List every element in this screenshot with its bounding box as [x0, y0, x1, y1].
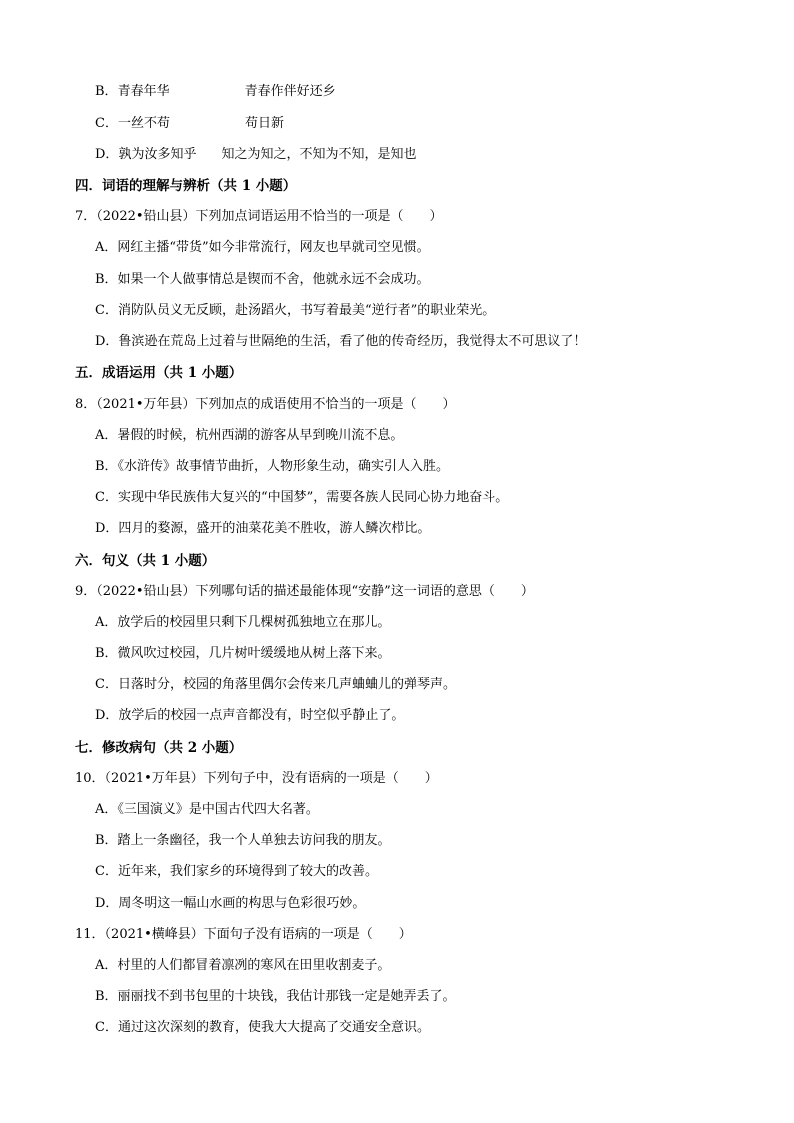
question-option: A．《三国演义》是中国古代四大名著。 [95, 802, 319, 817]
section-heading: 五．成语运用（共 1 小题） [75, 365, 243, 381]
option-letter: D． [95, 147, 119, 162]
question-option: C．日落时分，校园的角落里偶尔会传来几声蛐蛐儿的弹琴声。 [95, 677, 456, 692]
question-stem: 8．（2021•万年县）下列加点的成语使用不恰当的一项是（ ） [75, 397, 456, 412]
option-text-a: 一丝不苟 [117, 116, 170, 131]
question-stem: 10．（2021•万年县）下列句子中，没有语病的一项是（ ） [75, 771, 438, 786]
question-stem: 11．（2021•横峰县）下面句子没有语病的一项是（ ） [75, 927, 412, 942]
option-text-a: 青春年华 [117, 84, 170, 99]
question-option: C．实现中华民族伟大复兴的“中国梦”，需要各族人民同心协力地奋斗。 [95, 490, 509, 505]
option-line [95, 116, 284, 132]
question-option: D．放学后的校园一点声音都没有，时空似乎静止了。 [95, 708, 405, 723]
question-option: A．网红主播“带货”如今非常流行，网友也早就司空见惯。 [95, 240, 430, 255]
question-option: A．放学后的校园里只剩下几棵树孤独地立在那儿。 [95, 615, 391, 630]
option-letter: C． [95, 116, 118, 131]
option-text-a: 孰为汝多知乎 [118, 147, 197, 162]
question-option: A．暑假的时候，杭州西湖的游客从早到晚川流不息。 [95, 428, 404, 443]
question-stem: 9．（2022•铅山县）下列哪句话的描述最能体现“安静”这一词语的意思（ ） [75, 584, 534, 599]
question-option: C．消防队员义无反顾，赴汤蹈火，书写着最美“逆行者”的职业荣光。 [95, 303, 496, 318]
question-option: D．鲁滨逊在荒岛上过着与世隔绝的生活，看了他的传奇经历，我觉得太不可思议了！ [95, 334, 587, 349]
section-heading: 六．句义（共 1 小题） [75, 553, 216, 569]
question-option: B．如果一个人做事情总是锲而不舍，他就永远不会成功。 [95, 272, 430, 287]
question-option: B．丽丽找不到书包里的十块钱，我估计那钱一定是她弄丢了。 [95, 989, 456, 1004]
question-option: B．《水浒传》故事情节曲折，人物形象生动，确实引人入胜。 [95, 459, 450, 474]
question-option: B．踏上一条幽径，我一个人单独去访问我的朋友。 [95, 833, 391, 848]
question-option: D．周冬明这一幅山水画的构思与色彩很巧妙。 [95, 896, 366, 911]
option-text-b: 青春作伴好还乡 [244, 84, 336, 99]
question-stem: 7．（2022•铅山县）下列加点词语运用不恰当的一项是（ ） [75, 209, 443, 224]
option-letter: B． [95, 84, 118, 99]
section-heading: 七．修改病句（共 2 小题） [75, 740, 243, 756]
option-text-b: 知之为知之，不知为不知，是知也 [221, 147, 417, 162]
option-text-b: 苟日新 [244, 116, 284, 131]
question-option: D．四月的婺源，盛开的油菜花美不胜收，游人鳞次栉比。 [95, 521, 431, 536]
section-heading: 四．词语的理解与辨析（共 1 小题） [75, 178, 297, 194]
option-line [95, 84, 336, 100]
option-line [95, 147, 416, 163]
question-option: A．村里的人们都冒着凛冽的寒风在田里收割麦子。 [95, 958, 391, 973]
question-option: C．通过这次深刻的教育，使我大大提高了交通安全意识。 [95, 1020, 430, 1035]
question-option: B．微风吹过校园，几片树叶缓缓地从树上落下来。 [95, 646, 391, 661]
question-option: C．近年来，我们家乡的环境得到了较大的改善。 [95, 864, 378, 879]
